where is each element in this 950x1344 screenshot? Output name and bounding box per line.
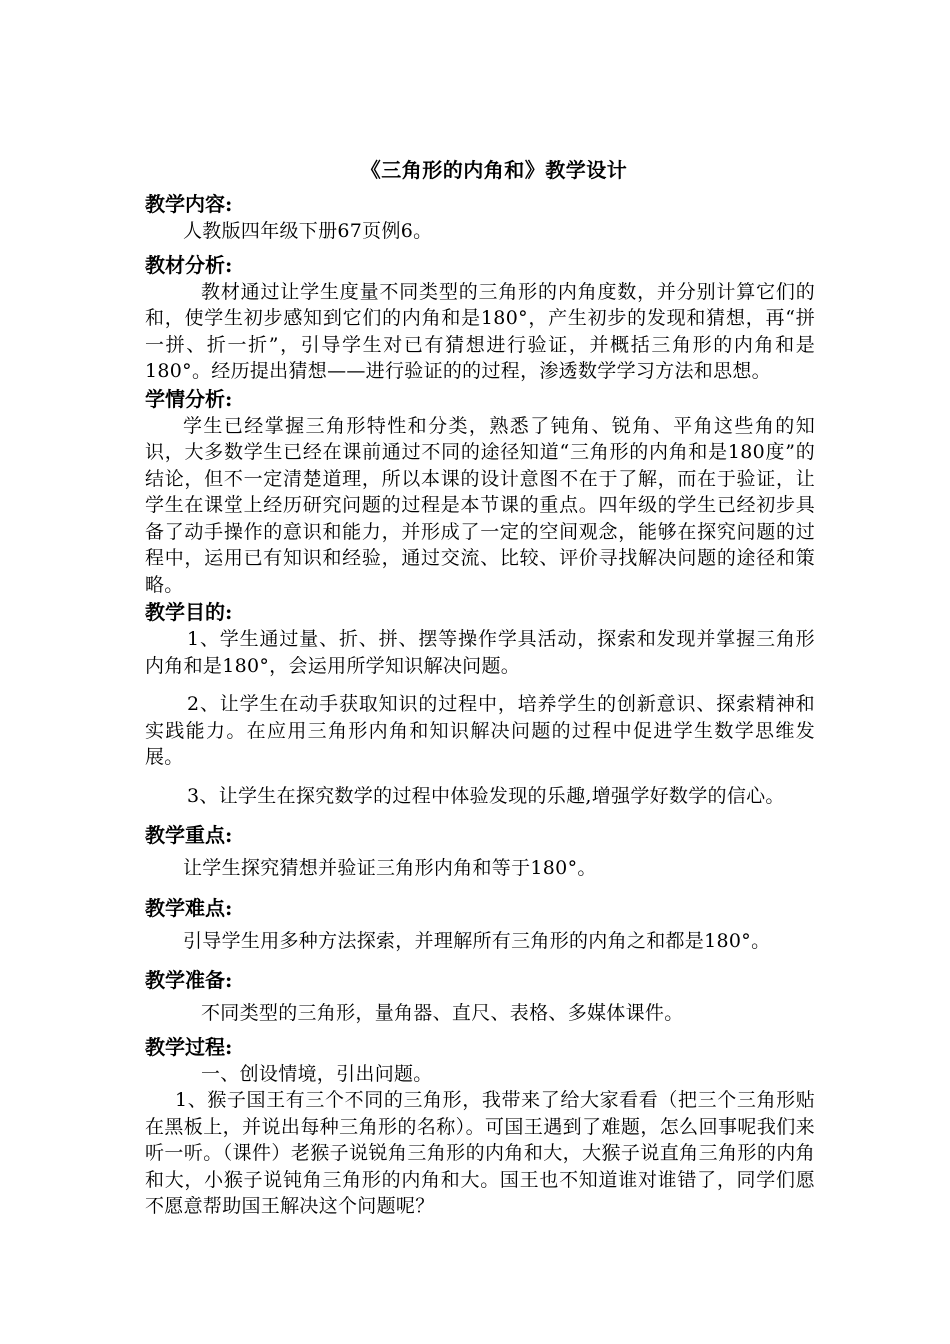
- paragraph: 3、让学生在探究数学的过程中体验发现的乐趣,增强学好数学的信心。: [187, 784, 785, 807]
- section-heading-prep: 教学准备:: [145, 968, 233, 992]
- section-heading-difficulty: 教学难点:: [145, 895, 233, 920]
- paragraph: 人教版四年级下册67页例6。: [183, 220, 433, 242]
- paragraph: 2、让学生在动手获取知识的过程中，培养学生的创新意识、探索精神和实践能力。在应用三角形内角和知识解决问题的过程中促进学生数学思维发展。: [145, 693, 815, 768]
- paragraph: 1、猴子国王有三个不同的三角形，我带来了给大家看看（把三个三角形贴在黑板上，并说出每种三角形的名称）。可国王遇到了难题，怎么回事呢我们来听一听。（课件）老猴子说锐角三角形的内角和大，大猴子说直角三角形的内角和大，小猴子说钝角三角形的内角和大。国王也不知道谁对谁错了，同学们愿不愿意帮助国王解决这个问题呢？: [145, 1089, 815, 1217]
- paragraph: 引导学生用多种方法探索，并理解所有三角形的内角之和都是180°。: [183, 929, 771, 952]
- section-heading-key: 教学重点:: [145, 823, 233, 847]
- paragraph: 让学生探究猜想并验证三角形内角和等于180°。: [183, 857, 597, 879]
- document-page: [145, 150, 815, 1220]
- document-title: 《三角形的内角和》教学设计: [360, 158, 628, 182]
- section-heading-material: 教材分析:: [145, 252, 233, 277]
- paragraph: 学生已经掌握三角形特性和分类，熟悉了钝角、锐角、平角这些角的知识，大多数学生已经在课前通过不同的途径知道“三角形的内角和是180度”的结论，但不一定清楚道理，所以本课的设计意图不在于了解，而在于验证，让学生在课堂上经历研究问题的过程是本节课的重点。四年级的学生已经初步具备了动手操作的意识和能力，并形成了一定的空间观念，能够在探究问题的过程中，运用已有知识和经验，通过交流、比较、评价寻找解决问题的途径和策略。: [145, 414, 815, 596]
- paragraph: 一、创设情境，引出问题。: [201, 1062, 433, 1085]
- paragraph: 不同类型的三角形，量角器、直尺、表格、多媒体课件。: [201, 1002, 684, 1024]
- paragraph: 教材通过让学生度量不同类型的三角形的内角度数，并分别计算它们的和，使学生初步感知到它们的内角和是180°，产生初步的发现和猜想，再“拼一拼、折一折”，引导学生对已有猜想进行验证，并概括三角形的内角和是180°。经历提出猜想——进行验证的的过程，渗透数学学习方法和思想。: [145, 280, 815, 382]
- section-heading-content: 教学内容:: [145, 192, 233, 216]
- section-heading-goals: 教学目的:: [145, 600, 233, 624]
- section-heading-process: 教学过程:: [145, 1034, 233, 1059]
- paragraph: 1、学生通过量、折、拼、摆等操作学具活动，探索和发现并掌握三角形内角和是180°，会运用所学知识解决问题。: [145, 628, 815, 677]
- section-heading-students: 学情分析:: [145, 386, 233, 411]
